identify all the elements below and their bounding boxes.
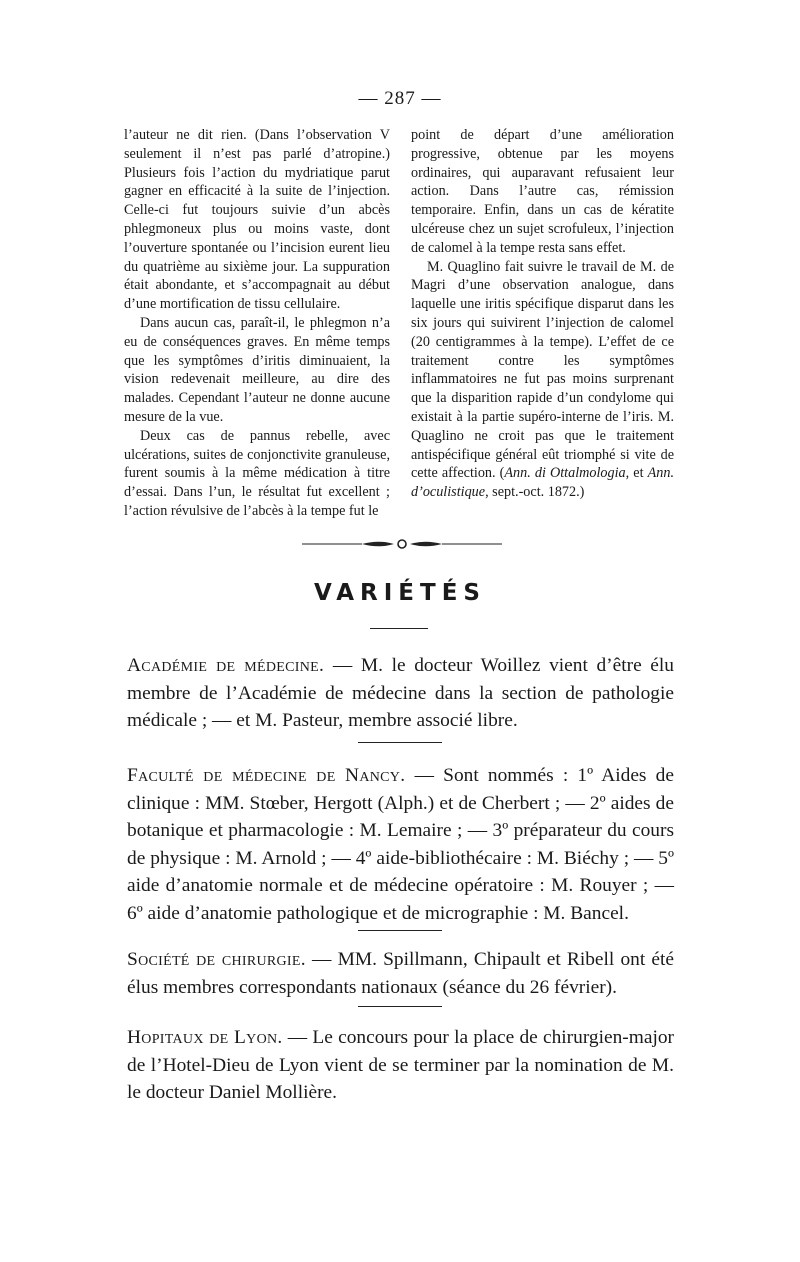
right-paragraph <box>411 258 674 502</box>
notice-text: — Sont nommés : 1º Aides de clinique : MM. Stœber, Hergott (Alph.) et de Cherbert ; — 2º aides de botanique et pharmacologie : M. Lemaire ; — 3º préparateur du cours de physique : M. Arnold ; — 4º aide-bibliothécaire : M. Biéchy ; — 5º aide d’anatomie normale et de médecine opératoire : M. Rouyer ; — 6º aide d’anatomie pathologique et de micrographie : M. Bancel. <box>127 765 674 924</box>
notice-text: — Le concours pour la place de chirurgien-major de l’Hotel-Dieu de Lyon vient de se terminer par la nomination de M. le docteur Daniel Mollière. <box>127 1027 674 1103</box>
divider-rule <box>358 742 442 743</box>
notice-text: — MM. Spillmann, Chipault et Ribell ont été élus membres correspondants nationaux (séance du 26 février). <box>127 949 674 998</box>
notice-hopitaux-lyon <box>127 1024 674 1107</box>
notice-academie <box>127 652 674 735</box>
left-column <box>124 126 390 521</box>
notice-text: — M. le docteur Woillez vient d’être élu membre de l’Académie de médecine dans la section de pathologie médicale ; — et M. Pasteur, membre associé libre. <box>127 655 674 731</box>
notice-heading: Académie de médecine. <box>127 655 325 676</box>
notice-heading: Société de chirurgie. <box>127 949 306 970</box>
right-paragraph-text: , sept.-oct. 1872.) <box>485 484 585 501</box>
notice-societe-chirurgie <box>127 946 674 1001</box>
right-paragraph: point de départ d’une amélioration progressive, obtenue par les moyens ordinaires, qui auparavant refusaient leur action. Dans l’autre cas, rémission temporaire. Enfin, dans un cas de kératite ulcéreuse chez un sujet scrofuleux, l’injection de calomel à la tempe resta sans effet. <box>411 127 674 256</box>
left-paragraph: Deux cas de pannus rebelle, avec ulcérations, suites de conjonctivite granuleuse, furent soumis à la même médication à titre d’essai. Dans l’un, le résultat fut excellent ; l’action révulsive de l’abcès à la tempe fut le <box>124 427 390 519</box>
left-paragraph: l’auteur ne dit rien. (Dans l’observation V seulement il n’est pas parlé d’atropine.) Plusieurs fois l’action du mydriatique parut gagner en efficacité à la suite de l’injection. Celle-ci fut toujours suivie d’un abcès phlegmoneux plus ou moins vaste, dont l’ouverture spontanée ou l’incision eurent lieu du quatrième au sixième jour. La suppuration était abondante, et s’accompagnait au début d’une mortification de tissu cellulaire. <box>124 127 390 313</box>
right-paragraph-text: M. Quaglino fait suivre le travail de M. de Magri d’une observation analogue, dans laquelle une iritis spécifique disparut dans les six jours qui suivirent l’injection de calomel (20 centigrammes à la tempe). L’effet de ce traitement contre les symptômes inflammatoires ne fut pas moins surprenant que la disparition rapide d’un condylome qui existait à la partie supéro-interne de l’iris. M. Quaglino ne croit pas que le traitement antispécifique général eût triomphé si vite de cette affection. ( <box>411 258 674 482</box>
right-paragraph-text: , et <box>625 465 648 482</box>
ornament-divider <box>302 534 502 554</box>
left-paragraph: Dans aucun cas, paraît-il, le phlegmon n’a eu de conséquences graves. En même temps que les symptômes d’iritis diminuaient, la vision redevenait meilleure, au dire des malades. Cependant l’auteur ne donne aucune mesure de la vue. <box>124 314 390 425</box>
section-title: VARIÉTÉS <box>314 580 486 606</box>
reference-title: Ann. d’oculistique <box>411 465 675 501</box>
right-column <box>411 126 674 502</box>
divider-rule <box>358 1006 442 1007</box>
page-number: — 287 — <box>358 88 442 109</box>
notice-heading: Hopitaux de Lyon. <box>127 1027 283 1048</box>
reference-title: Ann. di Ottalmologia <box>504 465 626 482</box>
notice-faculte-nancy <box>127 762 674 927</box>
divider-rule <box>358 930 442 931</box>
divider-rule <box>370 628 428 629</box>
notice-heading: Faculté de médecine de Nancy. <box>127 765 406 786</box>
